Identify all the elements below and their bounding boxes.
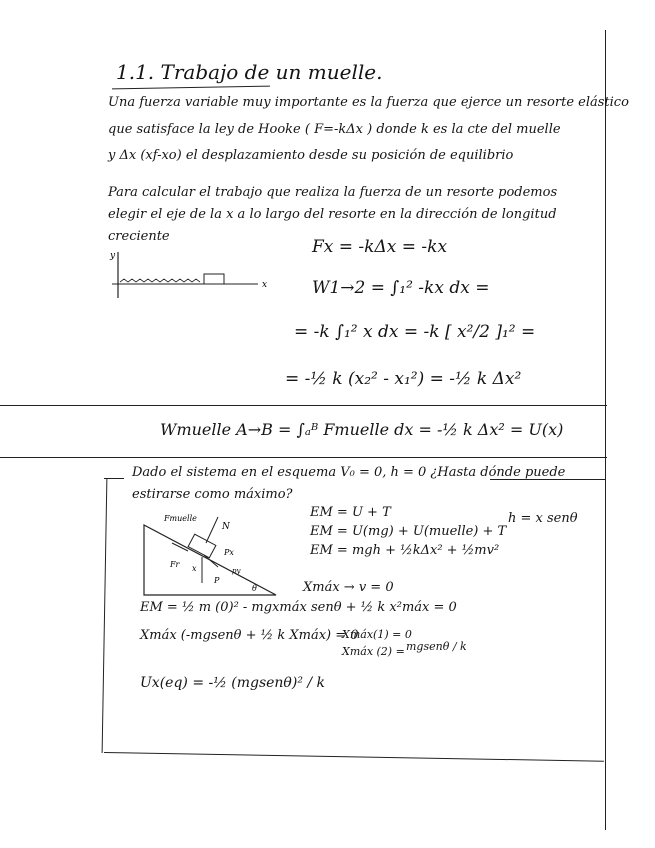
xmax-condition: Xmáx → v = 0 xyxy=(303,580,394,595)
em-line-2: EM = U(mg) + U(muelle) + T xyxy=(310,524,507,539)
incline-diagram xyxy=(140,505,290,605)
paragraph-line-4: Para calcular el trabajo que realiza la fuerza de un resorte podemos xyxy=(108,185,558,200)
problem-line-1: Dado el sistema en el esquema V₀ = 0, h = 0 ¿Hasta dónde puede xyxy=(132,465,566,480)
theta-label: θ xyxy=(252,584,257,593)
spring-block xyxy=(204,274,224,284)
x-axis-label: x xyxy=(262,280,268,290)
box-bottom xyxy=(104,752,604,762)
equation-work-result: = -½ k (x₂² - x₁²) = -½ k Δx² xyxy=(285,369,522,389)
y-axis-label: y xyxy=(110,251,116,261)
box-left xyxy=(102,478,108,753)
incline-block xyxy=(188,534,216,558)
em-zero-equation: EM = ½ m (0)² - mgxmáx senθ + ½ k x²máx = 0 xyxy=(140,600,457,615)
xmax-solution-1: Xmáx(1) = 0 xyxy=(342,628,412,641)
normal-arrow xyxy=(206,517,218,543)
divider-top xyxy=(0,405,607,406)
x-label: x xyxy=(192,564,197,573)
em-line-1: EM = U + T xyxy=(310,505,391,520)
n-label: N xyxy=(222,522,230,532)
equation-work-integral: W1→2 = ∫₁² -kx dx = xyxy=(312,278,490,298)
paragraph-line-1: Una fuerza variable muy importante es la fuerza que ejerce un resorte elástico xyxy=(108,95,629,110)
title-underline xyxy=(112,86,270,90)
height-equation: h = x senθ xyxy=(508,511,578,526)
spring-diagram xyxy=(108,250,268,310)
spring-coil xyxy=(120,279,200,282)
xmax-solution-2: Xmáx (2) = xyxy=(342,645,405,658)
ux-equilibrium: Ux(eq) = -½ (mgsenθ)² / k xyxy=(140,675,326,691)
problem-line-2: estirarse como máximo? xyxy=(132,487,293,502)
py-label: py xyxy=(232,567,241,575)
paragraph-line-6: creciente xyxy=(108,229,170,244)
em-line-3: EM = mgh + ½kΔx² + ½mv² xyxy=(310,543,500,558)
divider-bottom xyxy=(0,457,607,458)
xmax-solution-2-fraction: mgsenθ / k xyxy=(406,640,467,653)
paragraph-line-2: que satisface la ley de Hooke ( F=-kΔx ) donde k es la cte del muelle xyxy=(108,122,561,137)
xmax-factor: Xmáx (-mgsenθ + ½ k Xmáx) = 0 xyxy=(140,628,359,643)
p-label: P xyxy=(214,576,220,585)
equation-work-step: = -k ∫₁² x dx = -k [ x²/2 ]₁² = xyxy=(294,322,536,342)
px-arrow xyxy=(204,555,218,567)
fmuelle-label: Fmuelle xyxy=(164,514,197,523)
px-label: Px xyxy=(224,548,234,557)
section-title: 1.1. Trabajo de un muelle. xyxy=(116,60,383,84)
equation-hooke: Fx = -kΔx = -kx xyxy=(312,237,448,257)
wmuelle-formula: Wmuelle A→B = ∫ₐᴮ Fmuelle dx = -½ k Δx² = U(x) xyxy=(160,420,564,439)
fr-label: Fr xyxy=(170,560,180,569)
paragraph-line-5: elegir el eje de la x a lo largo del resorte en la dirección de longitud xyxy=(108,207,557,222)
paragraph-line-3: y Δx (xf-xo) el desplazamiento desde su posición de equilibrio xyxy=(108,148,514,163)
margin-line xyxy=(605,30,606,830)
